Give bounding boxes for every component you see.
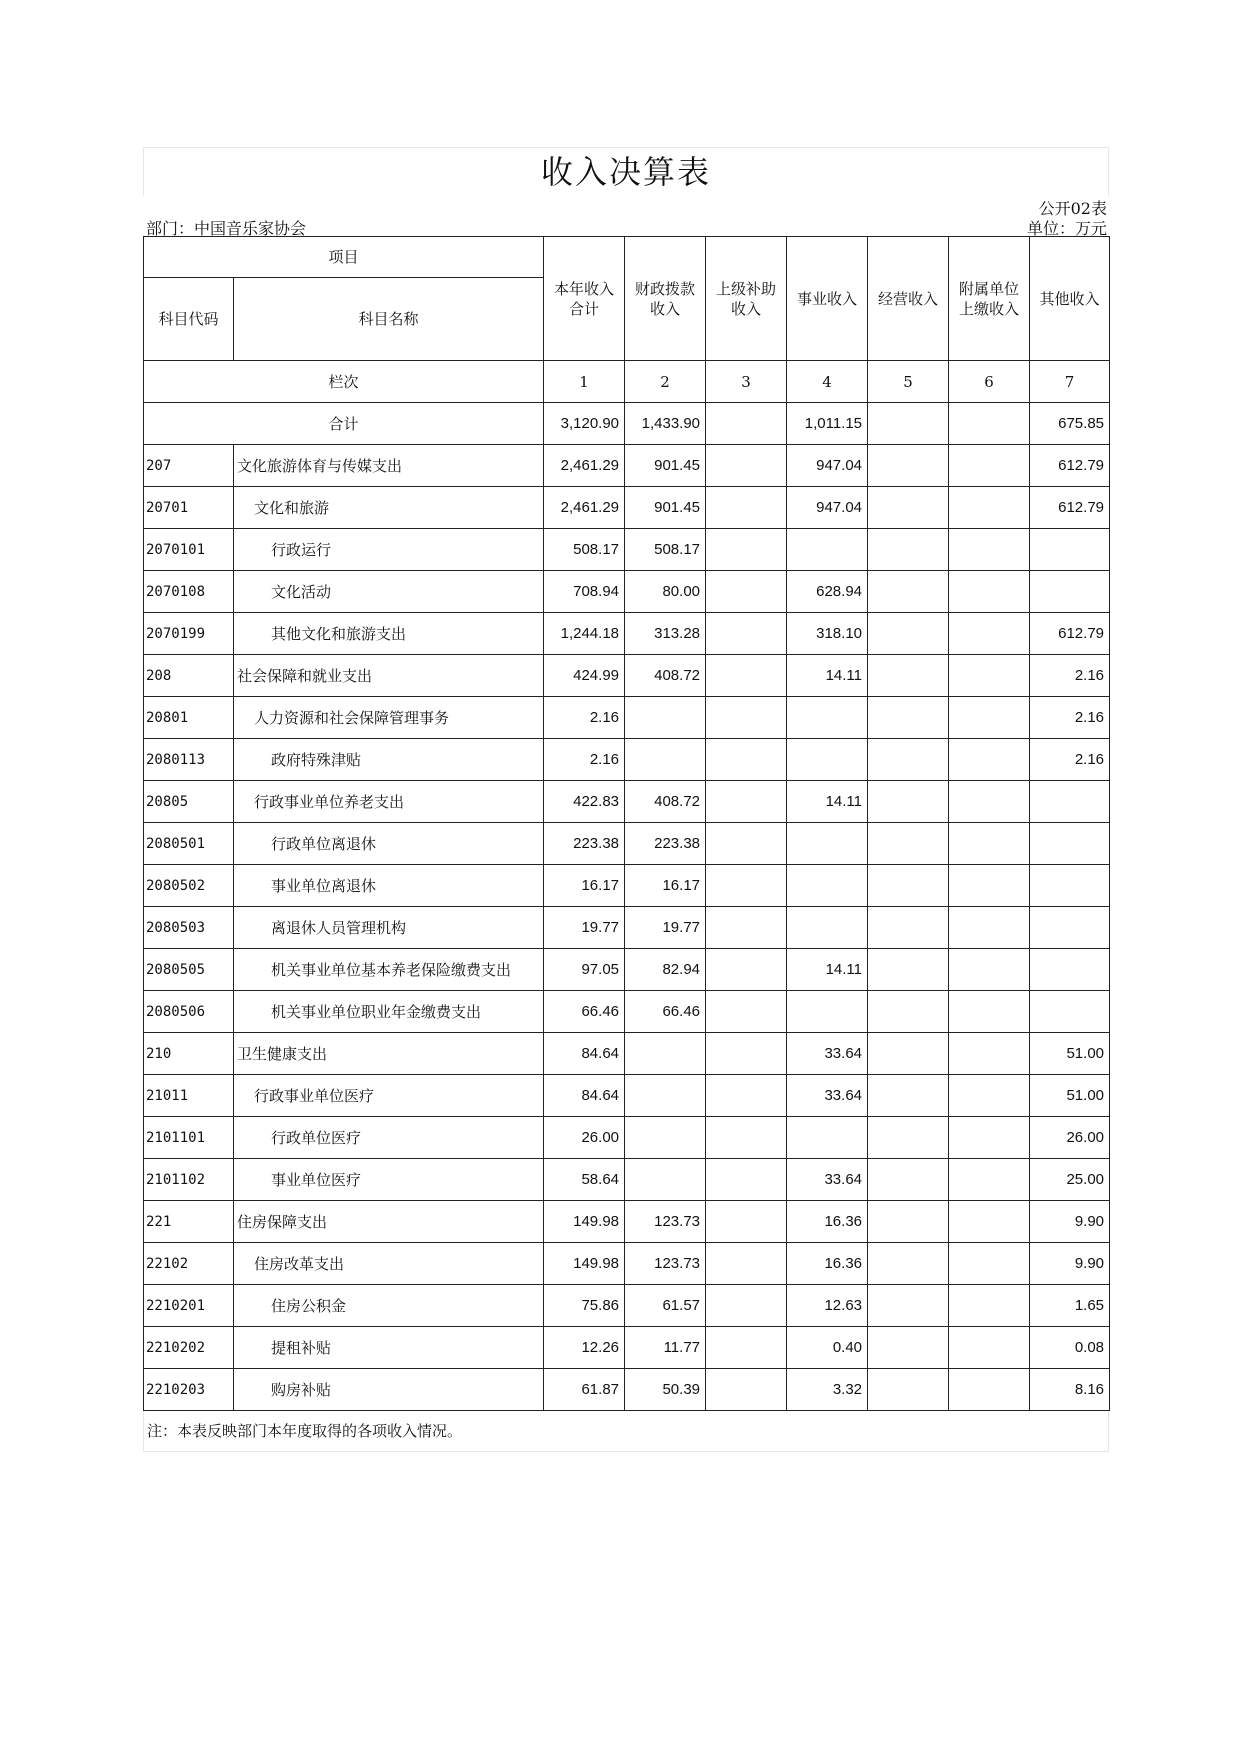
col-fiscal-header: 财政拨款 收入 <box>625 237 706 361</box>
amount-cell: 422.83 <box>544 781 625 823</box>
amount-cell <box>625 1033 706 1075</box>
amount-cell <box>787 739 868 781</box>
amount-cell: 508.17 <box>625 529 706 571</box>
subject-name: 行政单位离退休 <box>234 823 544 865</box>
amount-cell <box>706 697 787 739</box>
subject-code: 2210201 <box>144 1285 234 1327</box>
table-row <box>144 991 1110 1033</box>
amount-cell: 123.73 <box>625 1243 706 1285</box>
amount-cell: 16.36 <box>787 1201 868 1243</box>
amount-cell <box>706 529 787 571</box>
amount-cell <box>787 697 868 739</box>
subject-code: 2070108 <box>144 571 234 613</box>
amount-cell <box>1030 991 1110 1033</box>
amount-cell <box>868 487 949 529</box>
amount-cell: 33.64 <box>787 1159 868 1201</box>
subject-code: 2080503 <box>144 907 234 949</box>
amount-cell: 50.39 <box>625 1369 706 1411</box>
table-row <box>144 1285 1110 1327</box>
col-affiliate-header: 附属单位 上缴收入 <box>949 237 1030 361</box>
amount-cell <box>949 655 1030 697</box>
subject-name: 文化旅游体育与传媒支出 <box>234 445 544 487</box>
amount-cell <box>1030 781 1110 823</box>
amount-cell <box>868 739 949 781</box>
amount-cell: 947.04 <box>787 487 868 529</box>
col-total-header: 本年收入 合计 <box>544 237 625 361</box>
amount-cell <box>949 781 1030 823</box>
total-cell <box>706 403 787 445</box>
subject-code: 2210203 <box>144 1369 234 1411</box>
table-row <box>144 655 1110 697</box>
subject-name: 提租补贴 <box>234 1327 544 1369</box>
amount-cell <box>706 991 787 1033</box>
amount-cell: 14.11 <box>787 949 868 991</box>
amount-cell: 149.98 <box>544 1201 625 1243</box>
amount-cell <box>706 571 787 613</box>
amount-cell <box>787 907 868 949</box>
amount-cell <box>949 865 1030 907</box>
amount-cell: 612.79 <box>1030 445 1110 487</box>
amount-cell <box>1030 529 1110 571</box>
amount-cell <box>787 823 868 865</box>
subject-code: 2080506 <box>144 991 234 1033</box>
amount-cell <box>868 1369 949 1411</box>
subject-code: 2080502 <box>144 865 234 907</box>
subject-name: 社会保障和就业支出 <box>234 655 544 697</box>
subject-code: 2080505 <box>144 949 234 991</box>
amount-cell <box>706 445 787 487</box>
amount-cell: 9.90 <box>1030 1243 1110 1285</box>
amount-cell <box>787 529 868 571</box>
amount-cell <box>949 1033 1030 1075</box>
amount-cell: 26.00 <box>1030 1117 1110 1159</box>
subject-code: 207 <box>144 445 234 487</box>
amount-cell: 75.86 <box>544 1285 625 1327</box>
table-row <box>144 781 1110 823</box>
amount-cell: 12.26 <box>544 1327 625 1369</box>
amount-cell <box>706 823 787 865</box>
subject-code: 20805 <box>144 781 234 823</box>
subject-name: 行政单位医疗 <box>234 1117 544 1159</box>
amount-cell: 14.11 <box>787 781 868 823</box>
amount-cell: 14.11 <box>787 655 868 697</box>
amount-cell <box>1030 823 1110 865</box>
subject-code: 22102 <box>144 1243 234 1285</box>
amount-cell: 408.72 <box>625 781 706 823</box>
table-row <box>144 1075 1110 1117</box>
amount-cell: 901.45 <box>625 487 706 529</box>
amount-cell: 612.79 <box>1030 613 1110 655</box>
amount-cell: 612.79 <box>1030 487 1110 529</box>
table-row <box>144 1327 1110 1369</box>
amount-cell <box>868 991 949 1033</box>
amount-cell <box>949 739 1030 781</box>
amount-cell <box>949 991 1030 1033</box>
amount-cell <box>706 487 787 529</box>
table-body <box>144 403 1110 1411</box>
amount-cell: 66.46 <box>544 991 625 1033</box>
total-cell <box>949 403 1030 445</box>
subject-name: 行政事业单位医疗 <box>234 1075 544 1117</box>
amount-cell <box>706 1201 787 1243</box>
amount-cell: 12.63 <box>787 1285 868 1327</box>
subject-name: 文化活动 <box>234 571 544 613</box>
amount-cell <box>625 739 706 781</box>
name-header: 科目名称 <box>234 278 544 361</box>
amount-cell <box>868 949 949 991</box>
table-row <box>144 1369 1110 1411</box>
total-cell: 675.85 <box>1030 403 1110 445</box>
amount-cell: 61.57 <box>625 1285 706 1327</box>
form-number-row <box>143 196 1109 216</box>
total-label: 合计 <box>144 403 544 445</box>
amount-cell: 1,244.18 <box>544 613 625 655</box>
subject-code: 2101101 <box>144 1117 234 1159</box>
amount-cell <box>868 1327 949 1369</box>
amount-cell <box>787 865 868 907</box>
table-row <box>144 1243 1110 1285</box>
amount-cell: 508.17 <box>544 529 625 571</box>
amount-cell <box>787 991 868 1033</box>
amount-cell <box>706 1159 787 1201</box>
subject-name: 人力资源和社会保障管理事务 <box>234 697 544 739</box>
subject-name: 政府特殊津贴 <box>234 739 544 781</box>
amount-cell: 223.38 <box>544 823 625 865</box>
line-number: 7 <box>1030 361 1110 403</box>
amount-cell: 628.94 <box>787 571 868 613</box>
col-operating-header: 经营收入 <box>868 237 949 361</box>
amount-cell: 51.00 <box>1030 1033 1110 1075</box>
amount-cell: 19.77 <box>544 907 625 949</box>
amount-cell <box>625 1159 706 1201</box>
amount-cell <box>949 1243 1030 1285</box>
amount-cell: 33.64 <box>787 1033 868 1075</box>
item-header: 项目 <box>144 237 544 278</box>
amount-cell: 8.16 <box>1030 1369 1110 1411</box>
table-row <box>144 445 1110 487</box>
amount-cell <box>868 571 949 613</box>
subject-name: 行政运行 <box>234 529 544 571</box>
amount-cell: 318.10 <box>787 613 868 655</box>
amount-cell <box>706 907 787 949</box>
col-superior-header: 上级补助 收入 <box>706 237 787 361</box>
line-number: 3 <box>706 361 787 403</box>
line-number: 4 <box>787 361 868 403</box>
amount-cell <box>706 739 787 781</box>
subject-name: 机关事业单位基本养老保险缴费支出 <box>234 949 544 991</box>
amount-cell: 2,461.29 <box>544 445 625 487</box>
amount-cell <box>868 445 949 487</box>
amount-cell: 25.00 <box>1030 1159 1110 1201</box>
amount-cell: 33.64 <box>787 1075 868 1117</box>
amount-cell <box>868 781 949 823</box>
table-row <box>144 697 1110 739</box>
subject-code: 2070101 <box>144 529 234 571</box>
amount-cell <box>706 1117 787 1159</box>
subject-code: 2210202 <box>144 1327 234 1369</box>
line-number: 2 <box>625 361 706 403</box>
amount-cell <box>706 865 787 907</box>
subject-code: 20801 <box>144 697 234 739</box>
amount-cell <box>868 1033 949 1075</box>
amount-cell <box>949 1369 1030 1411</box>
amount-cell <box>949 823 1030 865</box>
table-row <box>144 1033 1110 1075</box>
amount-cell: 313.28 <box>625 613 706 655</box>
amount-cell <box>868 1159 949 1201</box>
amount-cell: 2.16 <box>1030 739 1110 781</box>
amount-cell <box>1030 907 1110 949</box>
subject-code: 221 <box>144 1201 234 1243</box>
subject-name: 事业单位离退休 <box>234 865 544 907</box>
amount-cell <box>706 1285 787 1327</box>
subject-code: 2070199 <box>144 613 234 655</box>
amount-cell <box>868 1243 949 1285</box>
amount-cell <box>1030 949 1110 991</box>
amount-cell: 51.00 <box>1030 1075 1110 1117</box>
subject-name: 住房公积金 <box>234 1285 544 1327</box>
amount-cell: 82.94 <box>625 949 706 991</box>
amount-cell <box>706 781 787 823</box>
table-row <box>144 823 1110 865</box>
amount-cell <box>949 487 1030 529</box>
code-header: 科目代码 <box>144 278 234 361</box>
amount-cell <box>949 571 1030 613</box>
amount-cell <box>868 1117 949 1159</box>
amount-cell <box>949 1201 1030 1243</box>
amount-cell: 16.17 <box>625 865 706 907</box>
table-row <box>144 1159 1110 1201</box>
subject-name: 其他文化和旅游支出 <box>234 613 544 655</box>
income-table <box>143 236 1110 1411</box>
amount-cell <box>706 1327 787 1369</box>
line-number: 5 <box>868 361 949 403</box>
amount-cell <box>706 1369 787 1411</box>
total-cell: 1,433.90 <box>625 403 706 445</box>
amount-cell: 0.08 <box>1030 1327 1110 1369</box>
form-number: 公开02表 <box>1038 199 1107 218</box>
total-cell: 3,120.90 <box>544 403 625 445</box>
amount-cell <box>706 949 787 991</box>
amount-cell <box>706 1075 787 1117</box>
amount-cell <box>868 655 949 697</box>
table-row <box>144 1201 1110 1243</box>
amount-cell <box>949 613 1030 655</box>
amount-cell <box>1030 865 1110 907</box>
report-sheet <box>143 147 1109 1452</box>
subject-name: 文化和旅游 <box>234 487 544 529</box>
amount-cell: 223.38 <box>625 823 706 865</box>
subject-name: 机关事业单位职业年金缴费支出 <box>234 991 544 1033</box>
amount-cell: 947.04 <box>787 445 868 487</box>
amount-cell <box>625 1117 706 1159</box>
table-row <box>144 949 1110 991</box>
subject-code: 2101102 <box>144 1159 234 1201</box>
amount-cell <box>949 1327 1030 1369</box>
subject-name: 行政事业单位养老支出 <box>234 781 544 823</box>
line-number: 1 <box>544 361 625 403</box>
amount-cell: 2.16 <box>544 739 625 781</box>
amount-cell <box>868 1285 949 1327</box>
line-number-row <box>144 361 1110 403</box>
amount-cell <box>949 1075 1030 1117</box>
amount-cell: 84.64 <box>544 1075 625 1117</box>
table-row <box>144 487 1110 529</box>
table-row <box>144 739 1110 781</box>
amount-cell <box>868 613 949 655</box>
department-row <box>143 216 1109 236</box>
amount-cell: 97.05 <box>544 949 625 991</box>
col-other-header: 其他收入 <box>1030 237 1110 361</box>
line-number: 6 <box>949 361 1030 403</box>
total-row <box>144 403 1110 445</box>
table-row <box>144 571 1110 613</box>
amount-cell: 123.73 <box>625 1201 706 1243</box>
table-row <box>144 865 1110 907</box>
total-cell <box>868 403 949 445</box>
amount-cell <box>949 1117 1030 1159</box>
report-title: 收入决算表 <box>143 147 1109 196</box>
subject-code: 2080113 <box>144 739 234 781</box>
line-label: 栏次 <box>144 361 544 403</box>
amount-cell <box>706 613 787 655</box>
amount-cell <box>868 1201 949 1243</box>
amount-cell: 19.77 <box>625 907 706 949</box>
department-label: 部门：中国音乐家协会 <box>146 219 307 238</box>
amount-cell <box>949 949 1030 991</box>
amount-cell: 11.77 <box>625 1327 706 1369</box>
amount-cell: 3.32 <box>787 1369 868 1411</box>
subject-name: 住房保障支出 <box>234 1201 544 1243</box>
table-header <box>144 237 1110 403</box>
amount-cell <box>868 529 949 571</box>
amount-cell: 708.94 <box>544 571 625 613</box>
subject-name: 事业单位医疗 <box>234 1159 544 1201</box>
amount-cell: 2,461.29 <box>544 487 625 529</box>
amount-cell <box>868 823 949 865</box>
amount-cell <box>949 697 1030 739</box>
table-row <box>144 907 1110 949</box>
amount-cell: 80.00 <box>625 571 706 613</box>
amount-cell: 66.46 <box>625 991 706 1033</box>
amount-cell <box>949 529 1030 571</box>
subject-name: 卫生健康支出 <box>234 1033 544 1075</box>
subject-code: 2080501 <box>144 823 234 865</box>
amount-cell: 26.00 <box>544 1117 625 1159</box>
amount-cell <box>949 907 1030 949</box>
amount-cell <box>706 655 787 697</box>
amount-cell: 1.65 <box>1030 1285 1110 1327</box>
amount-cell <box>868 697 949 739</box>
subject-code: 21011 <box>144 1075 234 1117</box>
amount-cell: 149.98 <box>544 1243 625 1285</box>
amount-cell <box>706 1033 787 1075</box>
amount-cell: 2.16 <box>1030 697 1110 739</box>
amount-cell: 16.36 <box>787 1243 868 1285</box>
amount-cell <box>949 1285 1030 1327</box>
amount-cell <box>868 1075 949 1117</box>
table-row <box>144 529 1110 571</box>
amount-cell: 0.40 <box>787 1327 868 1369</box>
total-cell: 1,011.15 <box>787 403 868 445</box>
subject-name: 购房补贴 <box>234 1369 544 1411</box>
amount-cell <box>787 1117 868 1159</box>
amount-cell: 61.87 <box>544 1369 625 1411</box>
subject-code: 20701 <box>144 487 234 529</box>
subject-code: 208 <box>144 655 234 697</box>
amount-cell <box>625 1075 706 1117</box>
amount-cell: 424.99 <box>544 655 625 697</box>
unit-label: 单位：万元 <box>1026 219 1107 238</box>
amount-cell <box>706 1243 787 1285</box>
subject-name: 住房改革支出 <box>234 1243 544 1285</box>
table-row <box>144 1117 1110 1159</box>
amount-cell: 84.64 <box>544 1033 625 1075</box>
amount-cell: 58.64 <box>544 1159 625 1201</box>
amount-cell <box>625 697 706 739</box>
amount-cell <box>949 445 1030 487</box>
amount-cell <box>868 865 949 907</box>
subject-name: 离退休人员管理机构 <box>234 907 544 949</box>
amount-cell: 901.45 <box>625 445 706 487</box>
amount-cell <box>1030 571 1110 613</box>
footnote: 注：本表反映部门本年度取得的各项收入情况。 <box>143 1411 1109 1452</box>
table-row <box>144 613 1110 655</box>
amount-cell: 2.16 <box>544 697 625 739</box>
amount-cell: 16.17 <box>544 865 625 907</box>
amount-cell: 2.16 <box>1030 655 1110 697</box>
amount-cell: 408.72 <box>625 655 706 697</box>
col-business-header: 事业收入 <box>787 237 868 361</box>
amount-cell <box>868 907 949 949</box>
amount-cell <box>949 1159 1030 1201</box>
amount-cell: 9.90 <box>1030 1201 1110 1243</box>
subject-code: 210 <box>144 1033 234 1075</box>
